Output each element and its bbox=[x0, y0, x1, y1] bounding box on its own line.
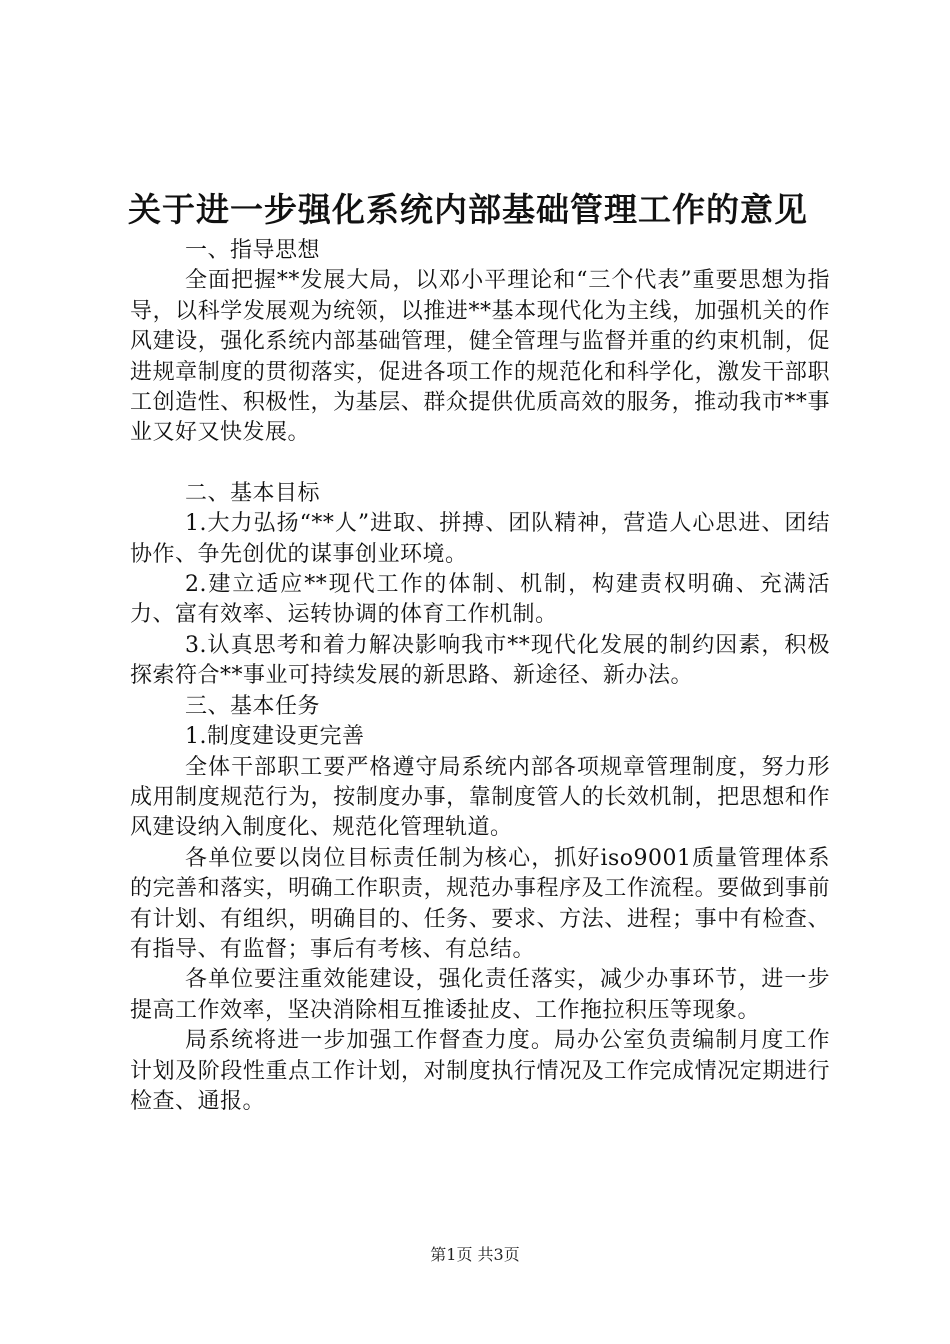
list-item: 2.建立适应**现代工作的体制、机制，构建责权明确、充满活力、富有效率、运转协调的体育工作机制。 bbox=[130, 572, 830, 628]
paragraph: 局系统将进一步加强工作督查力度。局办公室负责编制月度工作计划及阶段性重点工作计划，对制度执行情况及工作完成情况定期进行检查、通报。 bbox=[130, 1028, 830, 1114]
section-heading-3: 三、基本任务 bbox=[185, 693, 321, 719]
section-heading-1: 一、指导思想 bbox=[185, 238, 321, 263]
section-heading-2: 二、基本目标 bbox=[185, 480, 321, 506]
paragraph: 各单位要以岗位目标责任制为核心，抓好iso9001质量管理体系的完善和落实，明确工作职责，规范办事程序及工作流程。要做到事前有计划、有组织，明确目的、任务、要求、方法、进程；事中有检查、有指导、有监督；事后有考核、有总结。 bbox=[130, 845, 830, 962]
paragraph: 全体干部职工要严格遵守局系统内部各项规章管理制度，努力形成用制度规范行为，按制度办事，靠制度管人的长效机制，把思想和作风建设纳入制度化、规范化管理轨道。 bbox=[130, 754, 830, 841]
page-footer: 第1页 共3页 bbox=[430, 1245, 520, 1264]
paragraph-spacer bbox=[130, 449, 830, 479]
list-item: 3.认真思考和着力解决影响我市**现代化发展的制约因素，积极探索符合**事业可持续发展的新思路、新途径、新办法。 bbox=[130, 632, 830, 689]
paragraph: 各单位要注重效能建设，强化责任落实，减少办事环节，进一步提高工作效率，坚决消除相互推诿扯皮、工作拖拉积压等现象。 bbox=[130, 967, 830, 1023]
document-body bbox=[130, 236, 830, 1117]
document-title: 关于进一步强化系统内部基础管理工作的意见 bbox=[128, 190, 808, 229]
subsection-heading: 1.制度建设更完善 bbox=[185, 724, 365, 750]
paragraph: 全面把握**发展大局，以邓小平理论和“三个代表”重要思想为指导，以科学发展观为统领，以推进**基本现代化为主线，加强机关的作风建设，强化系统内部基础管理，健全管理与监督并重的约束机制，促进规章制度的贯彻落实，促进各项工作的规范化和科学化，激发干部职工创造性、积极性，为基层、群众提供优质高效的服务，推动我市**事业又好又快发展。 bbox=[130, 268, 830, 446]
list-item: 1.大力弘扬“**人”进取、拼搏、团队精神，营造人心思进、团结协作、争先创优的谋事创业环境。 bbox=[130, 511, 830, 567]
